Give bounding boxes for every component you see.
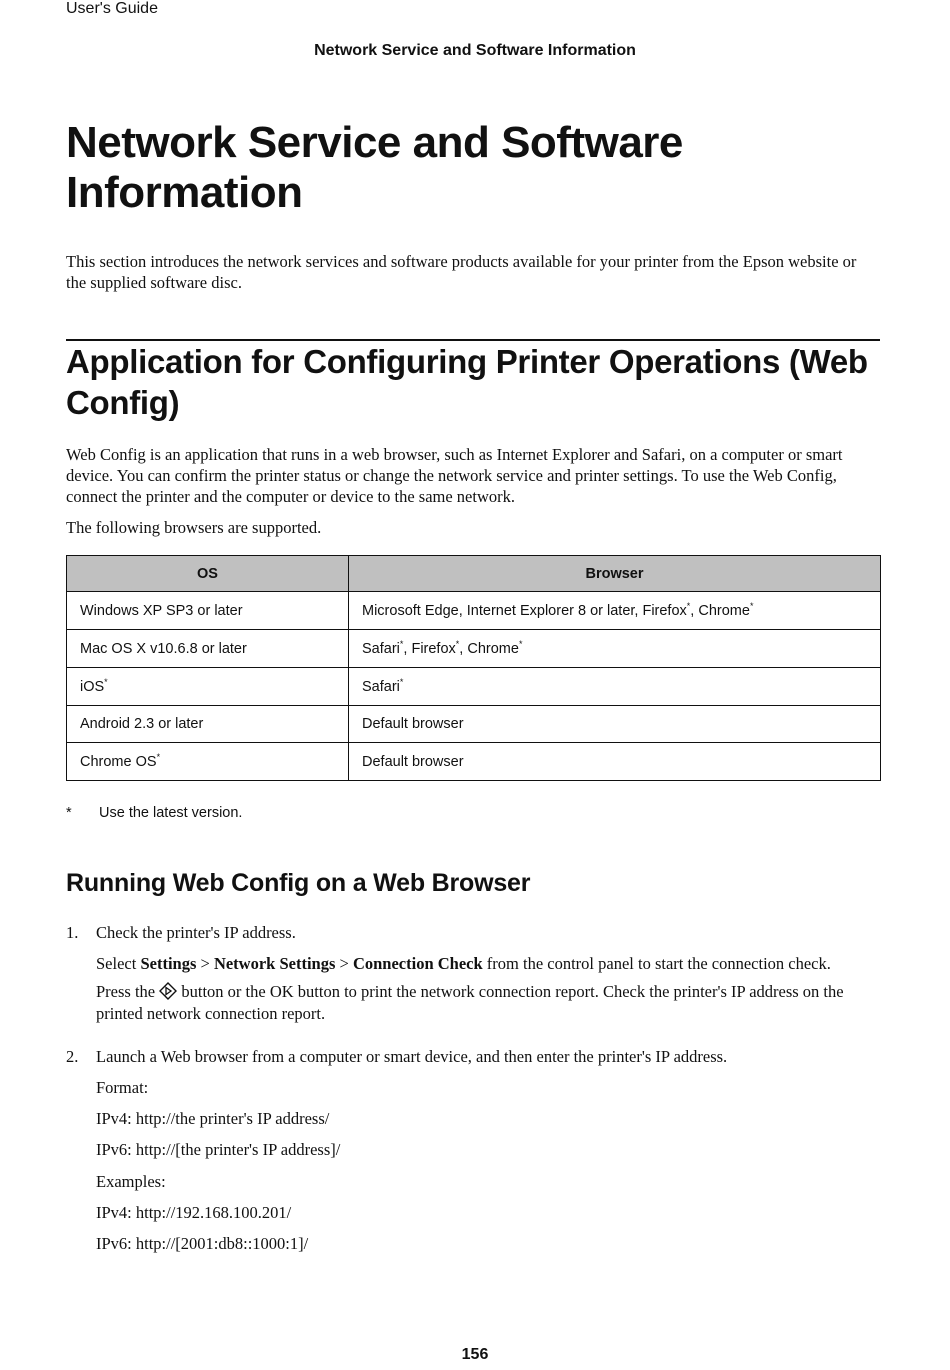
browser-support-table [66,555,881,781]
footnote-text: Use the latest version. [99,805,243,821]
os-cell: Windows XP SP3 or later [67,592,349,630]
subsection-heading: Running Web Config on a Web Browser [66,869,531,897]
supported-browsers-intro: The following browsers are supported. [66,518,322,537]
menu-connection-check: Connection Check [352,954,483,973]
table-row [67,706,881,743]
ipv4-example: IPv4: http://192.168.100.201/ [96,1203,292,1222]
ipv4-format: IPv4: http://the printer's IP address/ [96,1109,330,1128]
step-1-detail-select: Select Settings > Network Settings > Connection Check from the control panel to start the connection check. [96,954,831,973]
step-1-detail-press: Press the button or the OK button to print the network connection report. Check the printer's IP address on the printed network connection report. [96,982,844,1023]
step-number: 2. [66,1047,79,1066]
os-cell: Mac OS X v10.6.8 or later [67,630,349,668]
page-number: 156 [461,1346,489,1363]
table-row [67,668,881,706]
ipv6-example: IPv6: http://[2001:db8::1000:1]/ [96,1234,309,1253]
os-cell: Android 2.3 or later [67,706,349,743]
browser-cell: Safari*, Firefox*, Chrome* [349,630,881,668]
format-label: Format: [96,1078,149,1097]
step-number: 1. [66,923,79,942]
table-header-row [67,556,881,592]
browser-cell: Safari* [349,668,881,706]
browser-cell: Default browser [349,706,881,743]
web-config-description: Web Config is an application that runs in a web browser, such as Internet Explorer and Safari, on a computer or smart device. You can confirm the printer status or change the network service and printer settings. To use the Web Config, connect the printer and the computer or device to the same network. [66,445,843,506]
running-header: User's Guide [66,0,158,17]
footnote-mark: * [66,805,72,821]
os-cell: iOS* [67,668,349,706]
start-button-icon [159,982,177,1000]
ipv6-format: IPv6: http://[the printer's IP address]/ [96,1140,341,1159]
section-header: Network Service and Software Information [314,42,636,59]
browser-cell: Microsoft Edge, Internet Explorer 8 or later, Firefox*, Chrome* [349,592,881,630]
examples-label: Examples: [96,1172,166,1191]
column-header-browser: Browser [349,556,881,592]
browser-cell: Default browser [349,743,881,781]
table-footnote [66,805,242,821]
intro-paragraph: This section introduces the network services and software products available for your printer from the Epson website or the supplied software disc. [66,252,857,292]
menu-network-settings: Network Settings [213,954,336,973]
section-heading: Application for Configuring Printer Operations (Web Config) [66,343,868,421]
table-row [67,630,881,668]
table-row [67,743,881,781]
step-text: Launch a Web browser from a computer or smart device, and then enter the printer's IP address. [96,1047,728,1066]
os-cell: Chrome OS* [67,743,349,781]
page-title: Network Service and Software Information [66,118,683,217]
step-text: Check the printer's IP address. [96,923,296,942]
table-row [67,592,881,630]
column-header-os: OS [67,556,349,592]
menu-settings: Settings [140,954,197,973]
